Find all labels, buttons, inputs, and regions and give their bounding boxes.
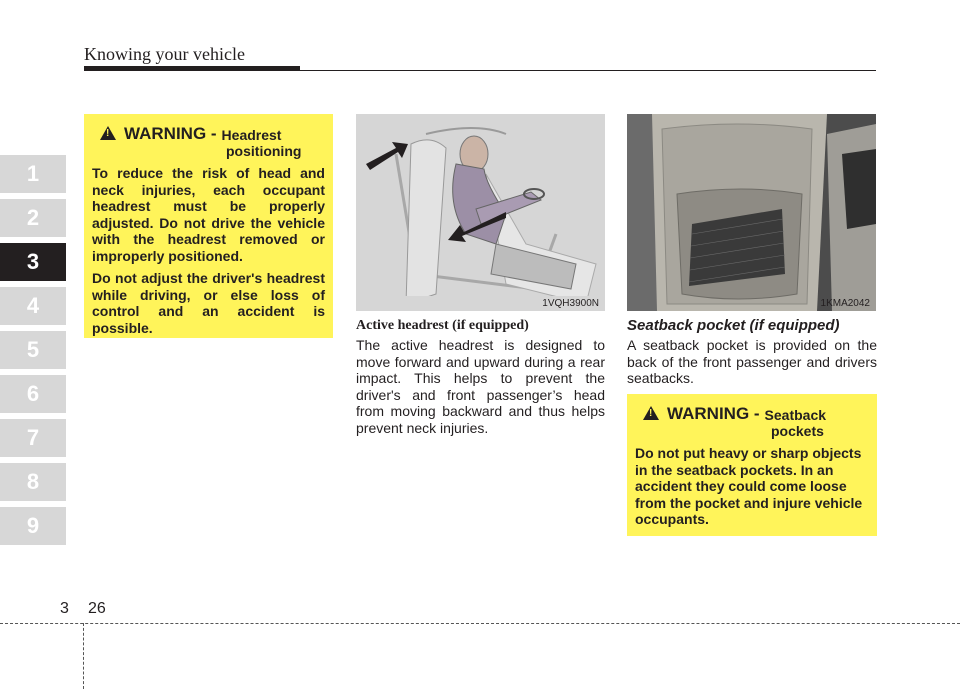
- section-title-seatback-pocket: Seatback pocket (if equipped): [627, 317, 840, 334]
- warning-subtitle-line2: pockets: [771, 423, 824, 439]
- warning-paragraph: Do not adjust the driver's headrest while driving, or else loss of control and an accident is possible.: [92, 270, 325, 336]
- chapter-tab-6[interactable]: 6: [0, 375, 66, 413]
- warning-subtitle-line2: positioning: [226, 143, 302, 159]
- warning-label: WARNING -: [667, 404, 760, 423]
- warning-label: WARNING -: [124, 124, 217, 143]
- header-rule: [300, 70, 876, 71]
- warning-pocket-heading: [643, 404, 869, 424]
- warning-headrest-heading: [100, 124, 325, 144]
- seat-occupant-illustration: [356, 114, 605, 311]
- figure-code: 1KMA2042: [820, 298, 870, 309]
- page-header-title: Knowing your vehicle: [84, 44, 245, 64]
- chapter-tab-8[interactable]: 8: [0, 463, 66, 501]
- figure-code: 1VQH3900N: [542, 298, 599, 309]
- page-number: 26: [88, 600, 106, 617]
- warning-headrest-box: [84, 114, 333, 338]
- section-title-active-headrest: Active headrest (if equipped): [356, 318, 529, 333]
- chapter-tab-7[interactable]: 7: [0, 419, 66, 457]
- chapter-tab-4[interactable]: 4: [0, 287, 66, 325]
- chapter-tabs: [0, 155, 66, 551]
- warning-triangle-icon: [100, 126, 116, 140]
- warning-paragraph: To reduce the risk of head and neck injuries, each occupant headrest must be properly adjusted. Do not drive the vehicle with the headrest removed or improperly positioned.: [92, 165, 325, 264]
- warning-pocket-box: [627, 394, 877, 536]
- seatback-pocket-photo: [627, 114, 876, 311]
- warning-subtitle: Headrest: [221, 127, 282, 143]
- warning-subtitle: Seatback: [764, 407, 827, 423]
- chapter-tab-9[interactable]: 9: [0, 507, 66, 545]
- warning-paragraph: Do not put heavy or sharp objects in the seatback pockets. In an accident they could come loose from the pocket and injure vehicle occupants.: [635, 445, 863, 527]
- chapter-tab-3[interactable]: 3: [0, 243, 66, 281]
- chapter-tab-2[interactable]: 2: [0, 199, 66, 237]
- page-chapter-number: 3: [60, 600, 69, 617]
- active-headrest-description: The active headrest is designed to move forward and upward during a rear impact. This helps to prevent the driver's and front passenger’s head from moving backward and thus helps prevent neck injuries.: [356, 337, 605, 436]
- chapter-tab-5[interactable]: 5: [0, 331, 66, 369]
- headrest-illustration: [356, 114, 605, 311]
- chapter-tab-1[interactable]: 1: [0, 155, 66, 193]
- header-bar: [84, 66, 300, 71]
- footer-rule: [0, 623, 960, 624]
- seatback-pocket-image: [627, 114, 876, 311]
- seatback-pocket-description: A seatback pocket is provided on the back of the front passenger and drivers seatbacks.: [627, 337, 877, 386]
- footer-divider: [83, 623, 84, 689]
- warning-triangle-icon: [643, 406, 659, 420]
